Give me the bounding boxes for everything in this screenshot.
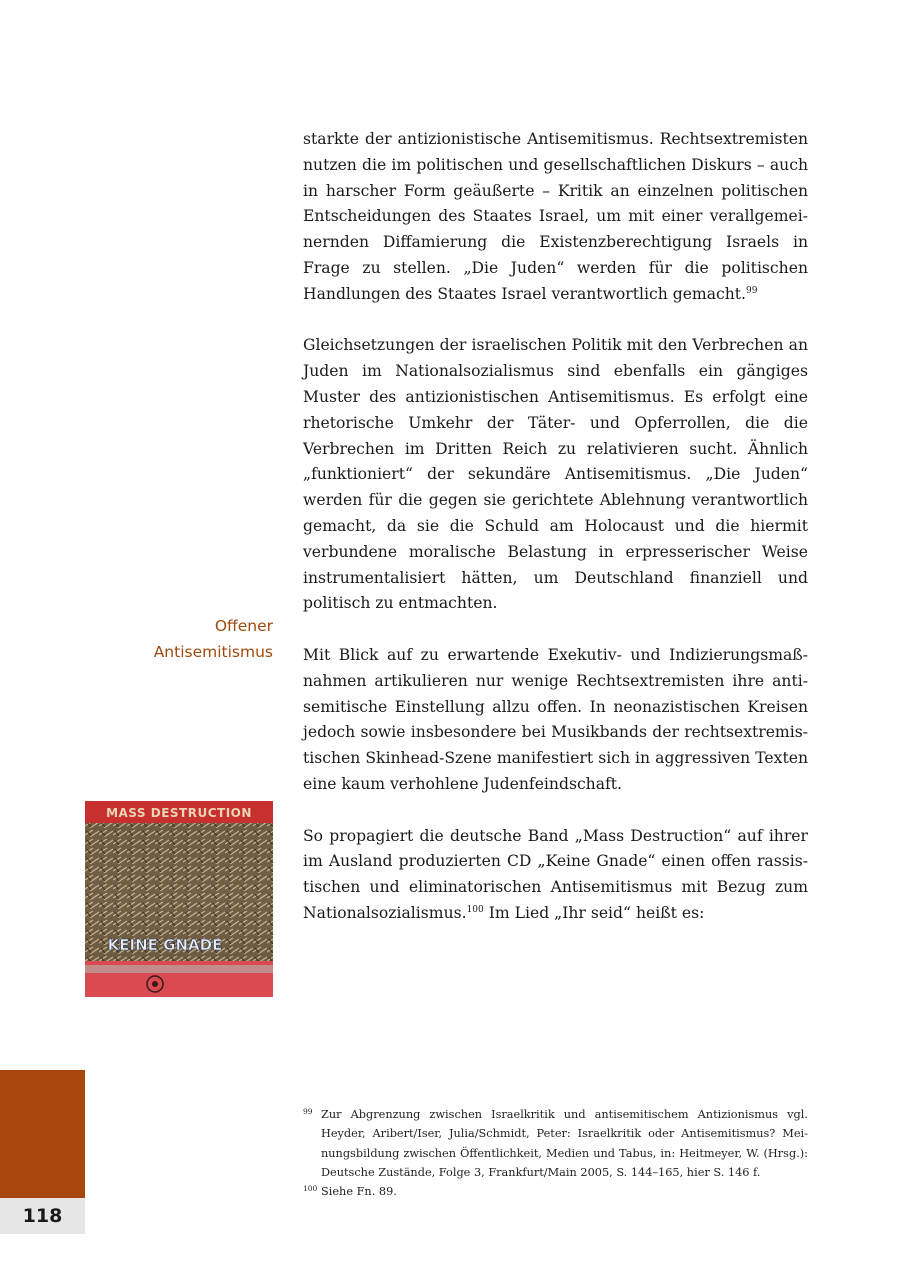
body-text — [303, 127, 808, 927]
footnote-ref-99[interactable]: 99 — [746, 285, 758, 296]
footnote-text: Zur Abgrenzung zwischen Israelkritik und antisemitischem Antizionismus vgl. Heyder, Aribert/Iser, Julia/Schmidt, Peter: Israelkritik oder Antisemitismus? Meinungsbildung zwischen Öffentlichkeit, Medien und Tabus, in: Heitmeyer, W. (Hrsg.): Deutsche Zustände, Folge 3, Frankfurt/Main 2005, S. 144–165, hier S. 146 f. — [321, 1108, 808, 1179]
paragraph-4-text-before: So propagiert die deutsche Band „Mass Destruction“ auf ihrer im Ausland produzierten CD „Keine Gnade“ einen offen rassistischen und eliminatorischen Antisemitismus mit Bezug zum Nationalsozialismus. — [303, 826, 808, 922]
footnote-ref-100[interactable]: 100 — [466, 904, 484, 915]
cover-band-text: MASS DESTRUCTION — [106, 806, 252, 820]
page-number: 118 — [0, 1198, 85, 1234]
footnote-text: Siehe Fn. 89. — [321, 1185, 397, 1199]
footnotes — [303, 1105, 808, 1201]
paragraph-4-text-after: Im Lied „Ihr seid“ heißt es: — [483, 903, 705, 922]
footnote-number: 99 — [303, 1107, 313, 1116]
margin-note-line-2: Antisemitismus — [153, 643, 273, 661]
footnote-100 — [303, 1182, 808, 1201]
paragraph-1 — [303, 127, 808, 308]
paragraph-4 — [303, 824, 808, 927]
footnote-number: 100 — [303, 1184, 318, 1194]
paragraph-1-text: starkte der antizionistische Antisemitismus. Rechtsextremisten nutzen die im politischen und gesellschaftlichen Diskurs – auch in harscher Form geäußerte – Kritik an einzelnen politischen Entscheidungen des Staates Israel, um mit einer verallgemeinernden Diffamierung die Existenzberechtigung Israels in Frage zu stellen. „Die Juden“ werden für die politischen Handlungen des Staates Israel verantwortlich gemacht. — [303, 130, 808, 303]
paragraph-2: Gleichsetzungen der israelischen Politik mit den Verbrechen an Juden im Nationalsozialismus sind ebenfalls ein gängiges Muster des antizionistischen Antisemitismus. Es erfolgt eine rhetorische Umkehr der Täter- und Opferrollen, die die Verbrechen im Dritten Reich zu relativieren sucht. Ähnlich „funktioniert“ der sekundäre Antisemitismus. „Die Juden“ werden für die gegen sie gerichtete Ablehnung verantwortlich gemacht, da sie die Schuld am Holocaust und die hiermit verbundene moralische Belastung in erpresserischer Weise instrumentalisiert hätten, um Deutschland finanziell und politisch zu entmachten. — [303, 336, 808, 613]
footnote-99 — [303, 1105, 808, 1182]
cd-cover-image — [85, 801, 273, 997]
margin-note — [73, 613, 273, 665]
paragraph-3: Mit Blick auf zu erwartende Exekutiv- und Indizierungsmaßnahmen artikulieren nur wenige Rechtsextremisten ihre antisemitische Einstellung allzu offen. In neonazistischen Kreisen jedoch sowie insbesondere bei Musikbands der rechtsextremistischen Skinhead-Szene manifestiert sich in aggressiven Texten eine kaum verhohlene Judenfeindschaft. — [303, 645, 808, 793]
margin-note-line-1: Offener — [214, 617, 273, 635]
cover-album-text: KEINE GNADE — [107, 936, 223, 954]
accent-bar — [0, 1070, 85, 1198]
